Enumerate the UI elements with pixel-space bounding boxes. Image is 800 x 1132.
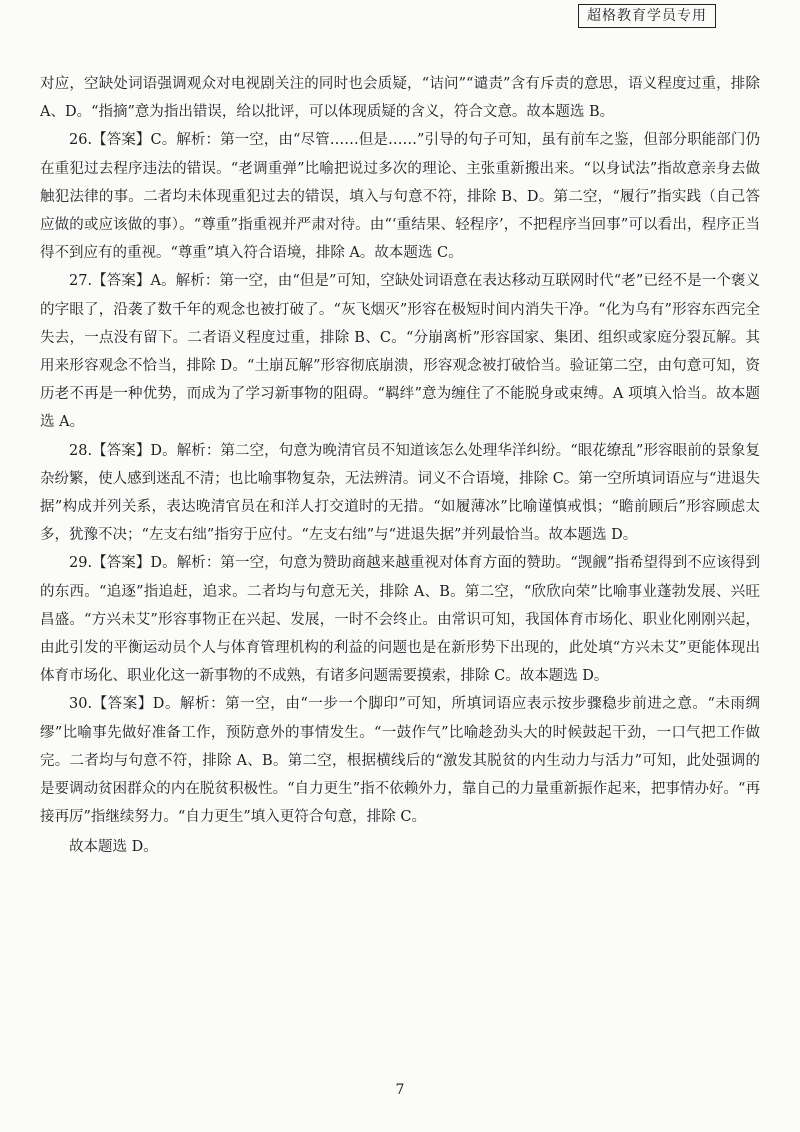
page-number: 7 <box>395 1082 405 1098</box>
answer-28: 28.【答案】D。解析：第二空，句意为晚清官员不知道该怎么处理华洋纠纷。“眼花缭乱”形容眼前的景象复杂纷繁，使人感到迷乱不清；也比喻事物复杂，无法辨清。词义不合语境，排除 C。第一空所填词语应与“进退失据”构成并列关系，表达晚清官员在和洋人打交道时的无措。“如履薄冰”比喻谨慎戒惧；“瞻前顾后”形容顾虑太多，犹豫不决；“左支右绌”指穷于应付。“左支右绌”与“进退失据”并列最恰当。故本题选 D。 <box>40 442 760 544</box>
answer-30: 30.【答案】D。解析：第一空，由“一步一个脚印”可知，所填词语应表示按步骤稳步前进之意。“未雨绸缪”比喻事先做好准备工作，预防意外的事情发生。“一鼓作气”比喻趁劲头大的时候鼓起干劲，一口气把工作做完。二者均与句意不符，排除 A、B。第二空，根据横线后的“激发其脱贫的内生动力与活力”可知，此处强调的是要调动贫困群众的内在脱贫积极性。“自力更生”指不依赖外力，靠自己的力量重新振作起来，把事情办好。“再接再厉”指继续努力。“自力更生”填入更符合句意，排除 C。 <box>40 696 760 826</box>
answer-30-conclusion: 故本题选 D。 <box>69 839 158 856</box>
answer-29: 29.【答案】D。解析：第一空，句意为赞助商越来越重视对体育方面的赞助。“觊觎”指希望得到不应该得到的东西。“追逐”指追赶，追求。二者均与句意无关，排除 A、B。第二空，“欣欣向荣”比喻事业蓬勃发展、兴旺昌盛。“方兴未艾”形容事物正在兴起、发展，一时不会终止。由常识可知，我国体育市场化、职业化刚刚兴起，由此引发的平衡运动员个人与体育管理机构的利益的问题也是在新形势下出现的，此处填“方兴未艾”更能体现出体育市场化、职业化这一新事物的不成熟，有诸多问题需要摸索，排除 C。故本题选 D。 <box>40 555 760 685</box>
document-body <box>40 70 760 862</box>
answer-26: 26.【答案】C。解析：第一空，由“尽管……但是……”引导的句子可知，虽有前车之鉴，但部分职能部门仍在重犯过去程序违法的错误。“老调重弹”比喻把说过多次的理论、主张重新搬出来。“以身试法”指故意亲身去做触犯法律的事。二者均未体现重犯过去的错误，填入与句意不符，排除 B、D。第二空，“履行”指实践（自己答应做的或应该做的事）。“尊重”指重视并严肃对待。由“‘重结果、轻程序’，不把程序当回事”可以看出，程序正当得不到应有的重视。“尊重”填入符合语境，排除 A。故本题选 C。 <box>40 132 760 262</box>
answer-27: 27.【答案】A。解析：第一空，由“但是”可知，空缺处词语意在表达移动互联网时代“老”已经不是一个褒义的字眼了，沿袭了数千年的观念也被打破了。“灰飞烟灭”形容在极短时间内消失干净。“化为乌有”形容东西完全失去，一点没有留下。二者语义程度过重，排除 B、C。“分崩离析”形容国家、集团、组织或家庭分裂瓦解。其用来形容观念不恰当，排除 D。“土崩瓦解”形容彻底崩溃，形容观念被打破恰当。验证第二空，由句意可知，资历老不再是一种优势，而成为了学习新事物的阻碍。“羁绊”意为缠住了不能脱身或束缚。A 项填入恰当。故本题选 A。 <box>40 273 760 431</box>
exclusive-use-stamp: 超格教育学员专用 <box>578 4 716 28</box>
paragraph-continuation: 对应，空缺处词语强调观众对电视剧关注的同时也会质疑，“诘问”“谴责”含有斥责的意思，语义程度过重，排除 A、D。“指摘”意为指出错误，给以批评，可以体现质疑的含义，符合文意。故本题选 B。 <box>40 76 760 121</box>
